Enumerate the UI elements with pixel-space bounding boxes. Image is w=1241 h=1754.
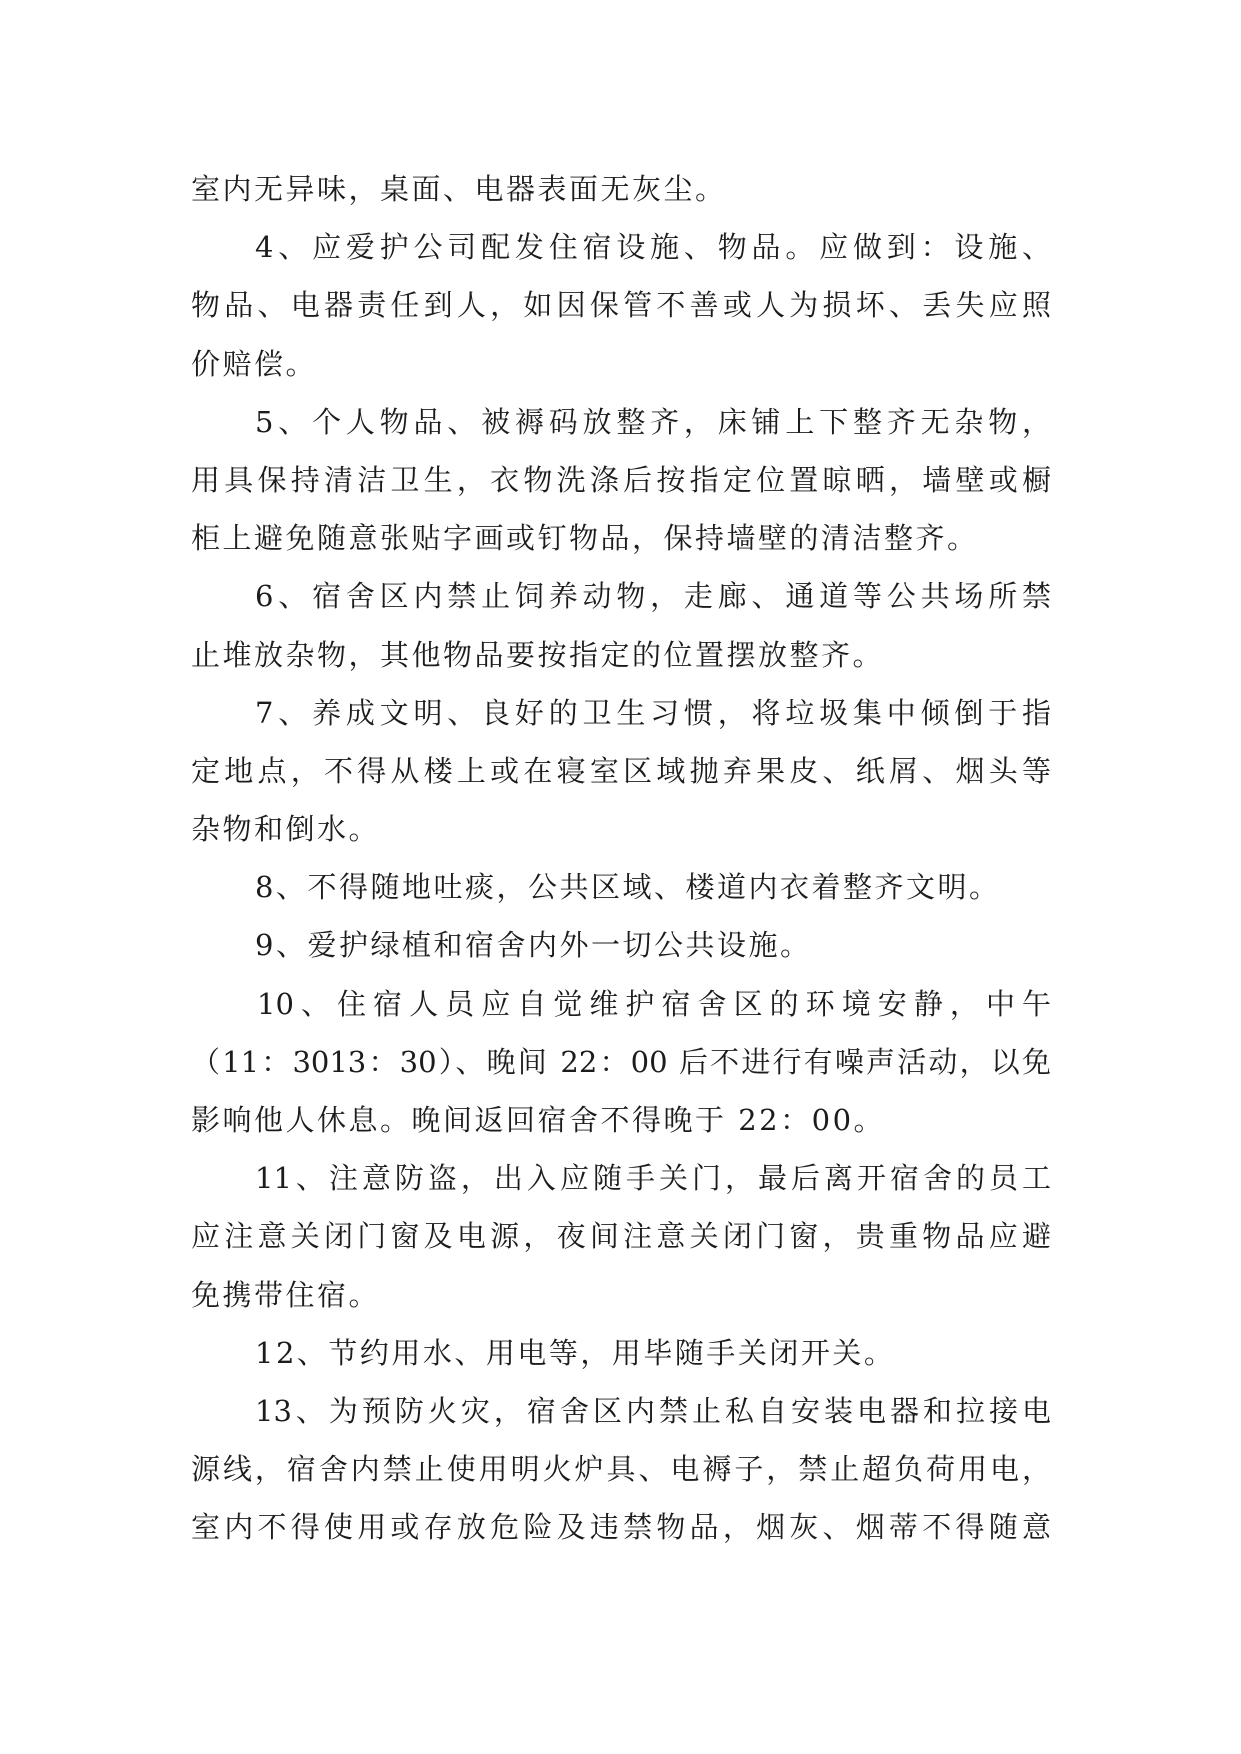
document-body — [191, 160, 1051, 1557]
text-line: 13、为预防火灾，宿舍区内禁止私自安装电器和拉接电 — [255, 1393, 1051, 1428]
text-line: 源线，宿舍内禁止使用明火炉具、电褥子，禁止超负荷用电， — [191, 1452, 1051, 1487]
text-line: 11、注意防盗，出入应随手关门，最后离开宿舍的员工 — [255, 1161, 1051, 1196]
text-line: 免携带住宿。 — [191, 1277, 381, 1312]
text-line: 柜上避免随意张贴字画或钉物品，保持墙壁的清洁整齐。 — [191, 521, 979, 556]
text-line: 定地点，不得从楼上或在寝室区域抛弃果皮、纸屑、烟头等 — [191, 753, 1051, 788]
text-line: 应注意关闭门窗及电源，夜间注意关闭门窗，贵重物品应避 — [191, 1219, 1051, 1254]
text-line: 4、应爱护公司配发住宿设施、物品。应做到：设施、 — [255, 230, 1051, 265]
text-line: 止堆放杂物，其他物品要按指定的位置摆放整齐。 — [191, 637, 885, 672]
text-line: 7、养成文明、良好的卫生习惯，将垃圾集中倾倒于指 — [255, 695, 1051, 730]
text-line: 12、节约用水、用电等，用毕随手关闭开关。 — [255, 1335, 896, 1370]
text-line: 8、不得随地吐痰，公共区域、楼道内衣着整齐文明。 — [255, 870, 1001, 905]
text-line: 用具保持清洁卫生，衣物洗涤后按指定位置晾晒，墙壁或橱 — [191, 462, 1051, 497]
text-line: 10、住宿人员应自觉维护宿舍区的环境安静，中午 — [257, 986, 1051, 1021]
text-line: 价赔偿。 — [191, 346, 318, 381]
text-line: 5、个人物品、被褥码放整齐，床铺上下整齐无杂物， — [255, 404, 1051, 439]
text-line: （11：3013：30）、晚间 22：00 后不进行有噪声活动，以免 — [191, 1044, 1051, 1079]
text-line: 室内无异味，桌面、电器表面无灰尘。 — [191, 172, 727, 206]
text-line: 6、宿舍区内禁止饲养动物，走廊、通道等公共场所禁 — [255, 579, 1051, 614]
text-line: 9、爱护绿植和宿舍内外一切公共设施。 — [255, 928, 812, 963]
text-line: 影响他人休息。晚间返回宿舍不得晚于 22：00。 — [191, 1103, 886, 1137]
text-line: 杂物和倒水。 — [191, 812, 381, 847]
text-line: 室内不得使用或存放危险及违禁物品，烟灰、烟蒂不得随意 — [191, 1510, 1051, 1545]
text-line: 物品、电器责任到人，如因保管不善或人为损坏、丢失应照 — [191, 288, 1051, 323]
